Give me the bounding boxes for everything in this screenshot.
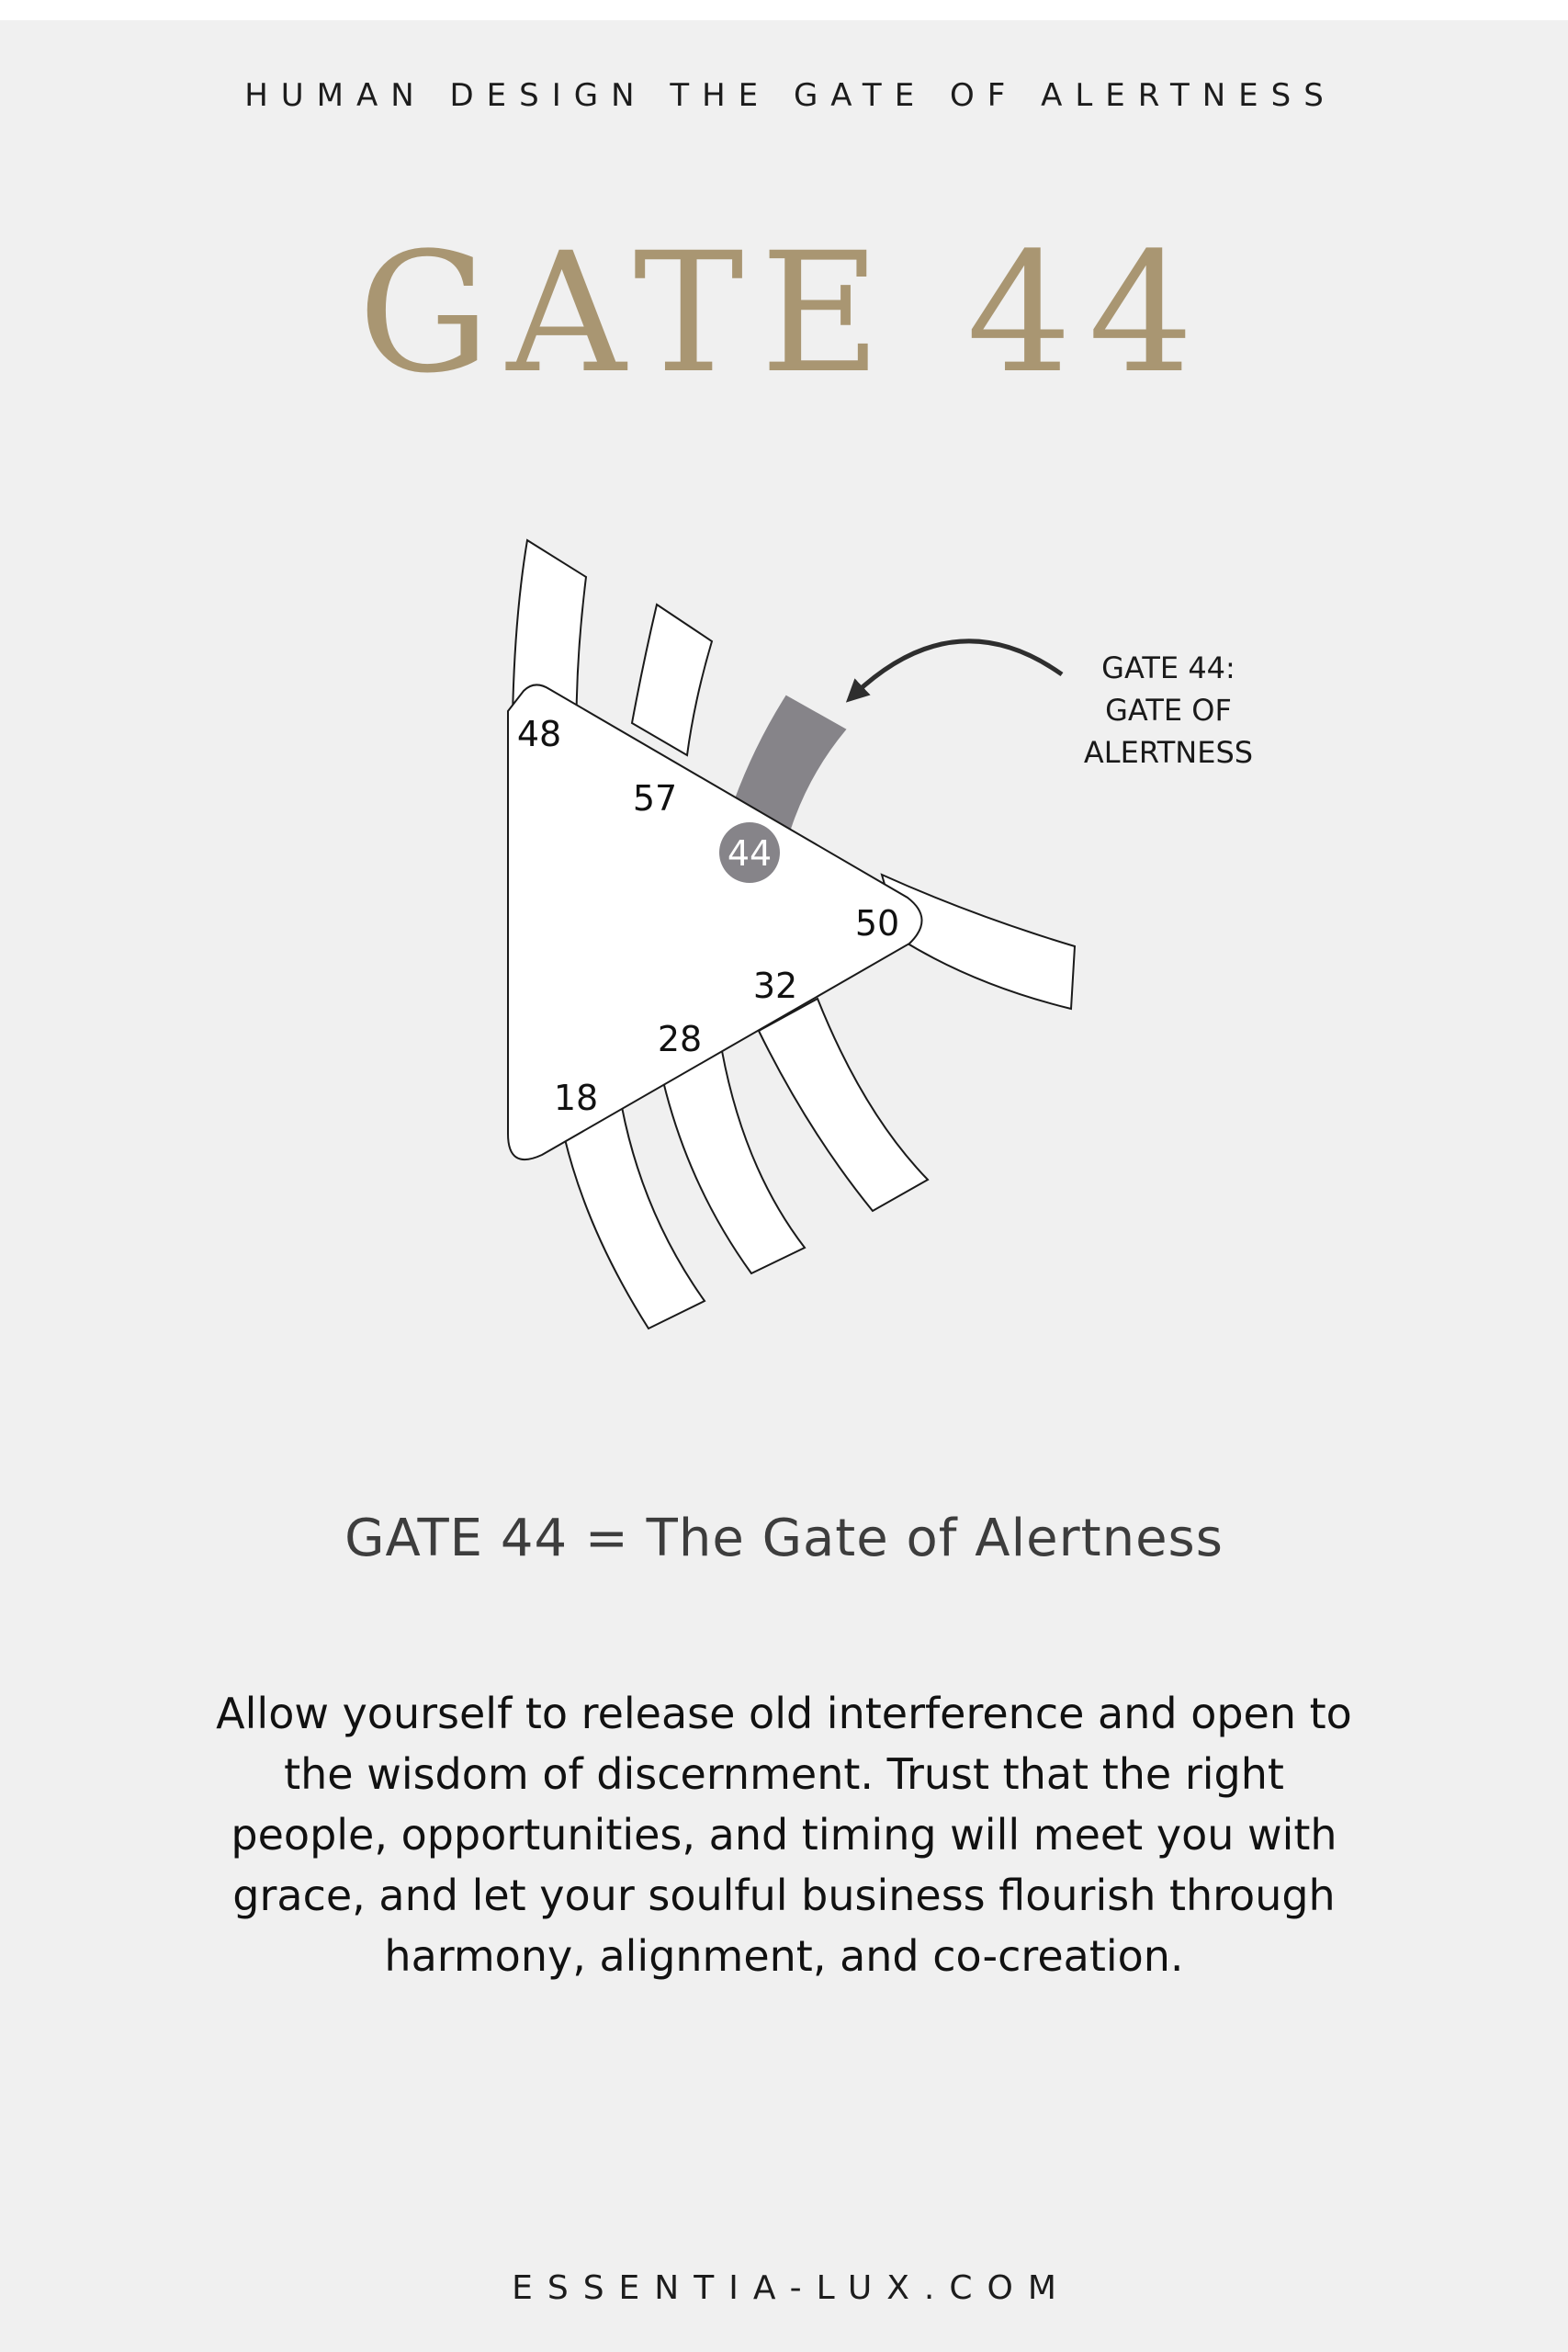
footer-website[interactable]: ESSENTIA-LUX.COM [512,2269,1071,2307]
spleen-center-diagram [0,20,1568,1398]
gate-description: Allow yourself to release old interference and open to the wisdom of discernment. Trust that the right people, opportunities, and timing will meet you with grace, and let your soulful business flourish through harmony, alignment, and co-creation. [216,1689,1352,1981]
channel-28 [663,1051,805,1273]
callout-line-1: GATE 44: [1101,650,1235,685]
gate-label-57: 57 [632,778,678,819]
callout-arrow [854,641,1062,695]
gate-subtitle: GATE 44 = The Gate of Alertness [344,1509,1224,1568]
page-title: GATE 44 [357,218,1211,410]
gate-label-18: 18 [553,1078,599,1118]
page-background [0,20,1568,2352]
gate-label-44: 44 [727,833,773,874]
callout-line-3: ALERTNESS [1083,735,1254,770]
gate-label-50: 50 [854,903,900,944]
channel-57 [632,605,712,755]
callout-line-2: GATE OF [1105,693,1232,728]
channel-32 [759,999,928,1211]
gate-label-28: 28 [657,1019,703,1059]
gate-label-48: 48 [516,714,562,754]
gate-label-32: 32 [752,966,798,1006]
header-eyebrow: HUMAN DESIGN THE GATE OF ALERTNESS [244,77,1337,114]
